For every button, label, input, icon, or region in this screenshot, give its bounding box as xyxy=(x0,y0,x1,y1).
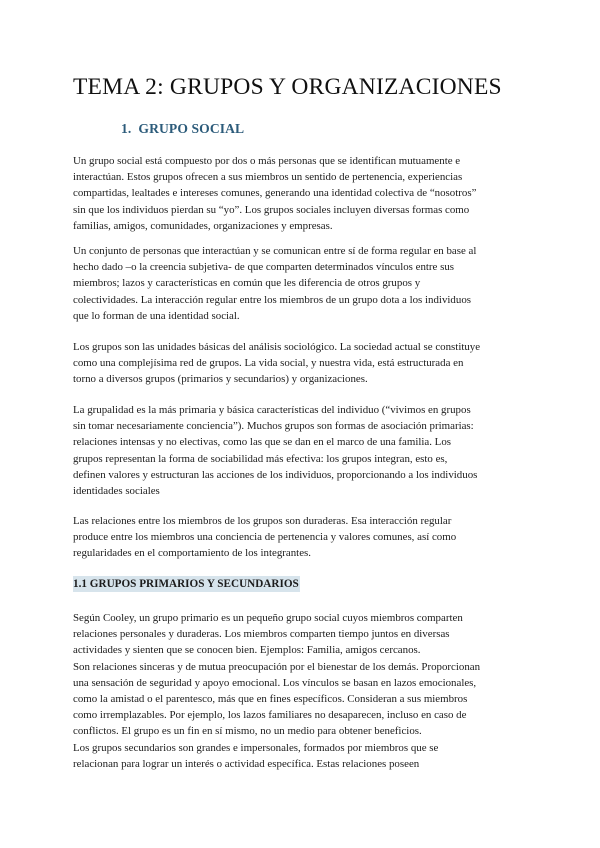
text-line: familias, amigos, comunidades, organizaciones y empresas. xyxy=(73,219,333,232)
text-line: Un conjunto de personas que interactúan y se comunican entre sí de forma regular en base al xyxy=(73,245,477,257)
text-line: grupos representan la forma de sociabilidad más efectiva: los grupos integran, esto es, xyxy=(73,452,448,465)
text-line: que lo forman de una identidad social. xyxy=(73,309,240,322)
paragraph-3 xyxy=(73,339,527,388)
document-title: TEMA 2: GRUPOS Y ORGANIZACIONES xyxy=(73,74,502,100)
text-line: como la amistad o el parentesco, más que en fines específicos. Consideran a sus miembros xyxy=(73,693,468,706)
paragraph-2 xyxy=(73,243,527,324)
text-line: Son relaciones sinceras y de mutua preocupación por el bienestar de los demás. Proporcionan xyxy=(73,660,481,673)
text-line: relaciones personales y duraderas. Los miembros comparten tiempo juntos en diversas xyxy=(73,628,450,641)
section-number: 1. xyxy=(121,121,132,136)
text-line: Las relaciones entre los miembros de los grupos son duraderas. Esa interacción regular xyxy=(73,515,452,527)
text-line: hecho dado –o la creencia subjetiva- de que comparten determinados vínculos entre sus xyxy=(73,261,455,274)
text-line: miembros; lazos y características en común que les diferencia de otros grupos y xyxy=(73,277,421,290)
text-line: La grupalidad es la más primaria y básica características del individuo (“vivimos en grupos xyxy=(73,404,471,416)
text-line: una sensación de seguridad y apoyo emocional. Los vínculos se basan en lazos emocionales, xyxy=(73,676,477,689)
text-line: sin tomar necesariamente conciencia”). Muchos grupos son formas de asociación primarias: xyxy=(73,420,474,433)
text-line: conflictos. El grupo es un fin en sí mismo, no un medio para obtener beneficios. xyxy=(73,725,422,738)
paragraph-5 xyxy=(73,513,527,562)
text-line: Un grupo social está compuesto por dos o más personas que se identifican mutuamente e xyxy=(73,155,461,167)
text-line: como una complejísima red de grupos. La vida social, y nuestra vida, está estructurada en xyxy=(73,357,464,370)
text-line: Los grupos secundarios son grandes e impersonales, formados por miembros que se xyxy=(73,741,439,754)
text-line: relacionan para lograr un interés o actividad específica. Estas relaciones poseen xyxy=(73,757,420,770)
paragraph-1 xyxy=(73,153,527,234)
text-line: como irremplazables. Por ejemplo, los lazos familiares no desaparecen, incluso en caso de xyxy=(73,709,467,722)
section-heading xyxy=(121,121,244,137)
subsection-heading: 1.1 GRUPOS PRIMARIOS Y SECUNDARIOS xyxy=(73,578,299,590)
text-line: actividades y sienten que se conocen bien. Ejemplos: Familia, amigos cercanos. xyxy=(73,644,421,657)
text-line: regularidades en el comportamiento de los integrantes. xyxy=(73,547,311,560)
text-line: sin que los individuos pierdan su “yo”. Los grupos sociales incluyen diversas formas como xyxy=(73,203,470,216)
text-line: definen valores y estructuran las acciones de los individuos, proporcionando a los individuos xyxy=(73,468,478,481)
text-line: Según Cooley, un grupo primario es un pequeño grupo social cuyos miembros comparten xyxy=(73,612,463,624)
text-line: Los grupos son las unidades básicas del análisis sociológico. La sociedad actual se constituye xyxy=(73,341,481,353)
text-line: compartidas, lealtades e intereses comunes, generando una identidad colectiva de “nosotros” xyxy=(73,187,477,200)
text-line: produce entre los miembros una conciencia de pertenencia y valores comunes, así como xyxy=(73,531,457,544)
text-line: interactúan. Estos grupos ofrecen a sus miembros un sentido de pertenencia, experiencias xyxy=(73,171,463,184)
text-line: identidades sociales xyxy=(73,485,160,498)
text-line: colectividades. La interacción regular entre los miembros de un grupo dota a los individuos xyxy=(73,293,471,306)
section-title: GRUPO SOCIAL xyxy=(138,121,245,136)
subsection-body xyxy=(73,610,527,772)
text-line: torno a diversos grupos (primarios y secundarios) y organizaciones. xyxy=(73,373,368,386)
paragraph-4 xyxy=(73,402,527,499)
text-line: relaciones intensas y no electivas, como las que se dan en el marco de una familia. Los xyxy=(73,436,452,449)
